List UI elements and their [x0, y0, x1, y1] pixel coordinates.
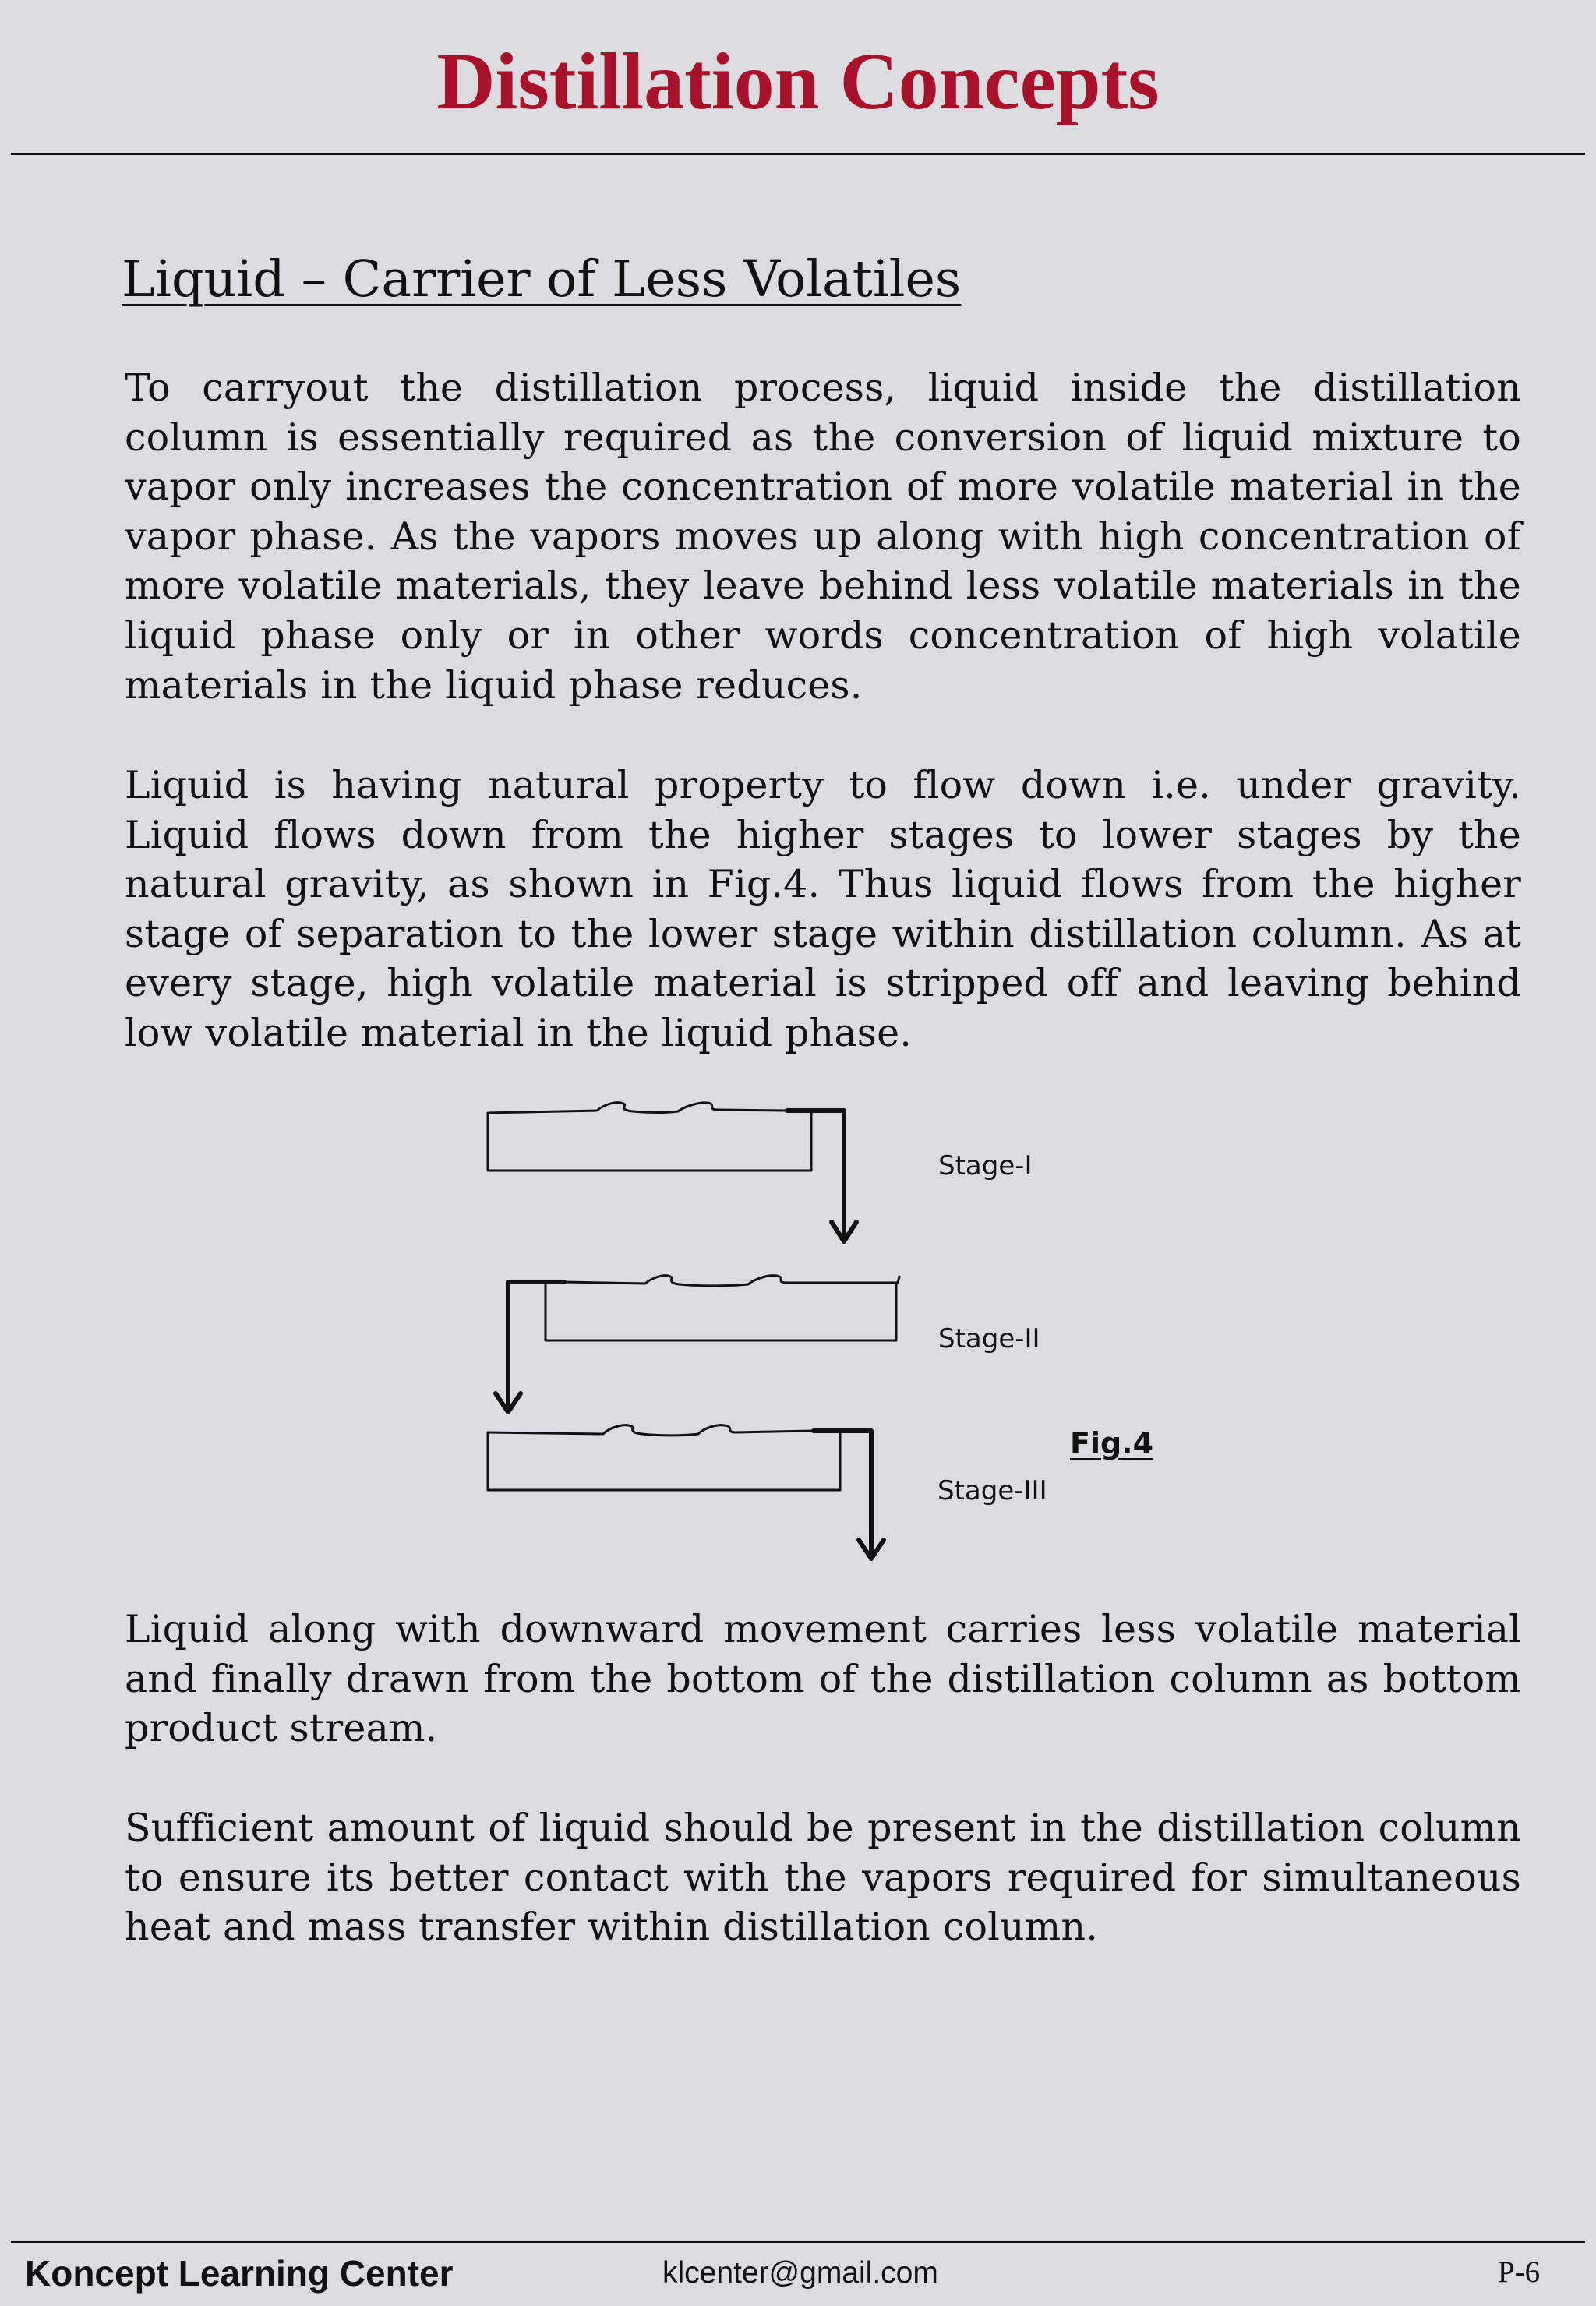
- page-number: P-6: [1498, 2255, 1541, 2289]
- header-divider: [11, 153, 1585, 155]
- stage-2-downcomer: [508, 1282, 564, 1411]
- page-title: Distillation Concepts: [436, 37, 1160, 126]
- figure-caption: Fig.4: [1070, 1426, 1154, 1460]
- stage-3-downcomer: [814, 1431, 871, 1557]
- footer-divider: [11, 2241, 1585, 2243]
- footer-email: klcenter@gmail.com: [662, 2256, 938, 2290]
- paragraph-3: Liquid along with downward movement carries less volatile material and finally drawn from the bottom of the distillation column as bottom product stream.: [125, 1607, 1521, 1751]
- stage-flow-diagram: [436, 1083, 1216, 1590]
- stage-2-label: Stage-II: [938, 1323, 1040, 1354]
- section-heading: Liquid – Carrier of Less Volatiles: [122, 250, 962, 309]
- stage-2-tray: [546, 1276, 899, 1340]
- footer-organization: Koncept Learning Center: [25, 2253, 454, 2294]
- stage-3-tray: [488, 1425, 840, 1490]
- paragraph-4: Sufficient amount of liquid should be present in the distillation column to ensure its better contact with the vapors required for simultaneous heat and mass transfer within distillation column.: [125, 1806, 1521, 1950]
- stage-3-label: Stage-III: [937, 1475, 1047, 1506]
- stage-1-tray: [488, 1103, 811, 1171]
- paragraph-1: To carryout the distillation process, liquid inside the distillation column is essentially required as the conversion of liquid mixture to vapor only increases the concentration of more volatile material in the vapor phase. As the vapors moves up along with high concentration of more volatile materials, they leave behind less volatile materials in the liquid phase only or in other words concentration of high volatile materials in the liquid phase reduces.: [125, 365, 1521, 708]
- stage-1-downcomer: [787, 1111, 844, 1239]
- paragraph-2: Liquid is having natural property to flow down i.e. under gravity. Liquid flows down from the higher stages to lower stages by the natural gravity, as shown in Fig.4. Thus liquid flows from the higher stage of separation to the lower stage within distillation column. As at every stage, high volatile material is stripped off and leaving behind low volatile material in the liquid phase.: [125, 763, 1521, 1055]
- stage-1-label: Stage-I: [938, 1150, 1033, 1181]
- stage-flow-figure: [436, 1083, 1216, 1590]
